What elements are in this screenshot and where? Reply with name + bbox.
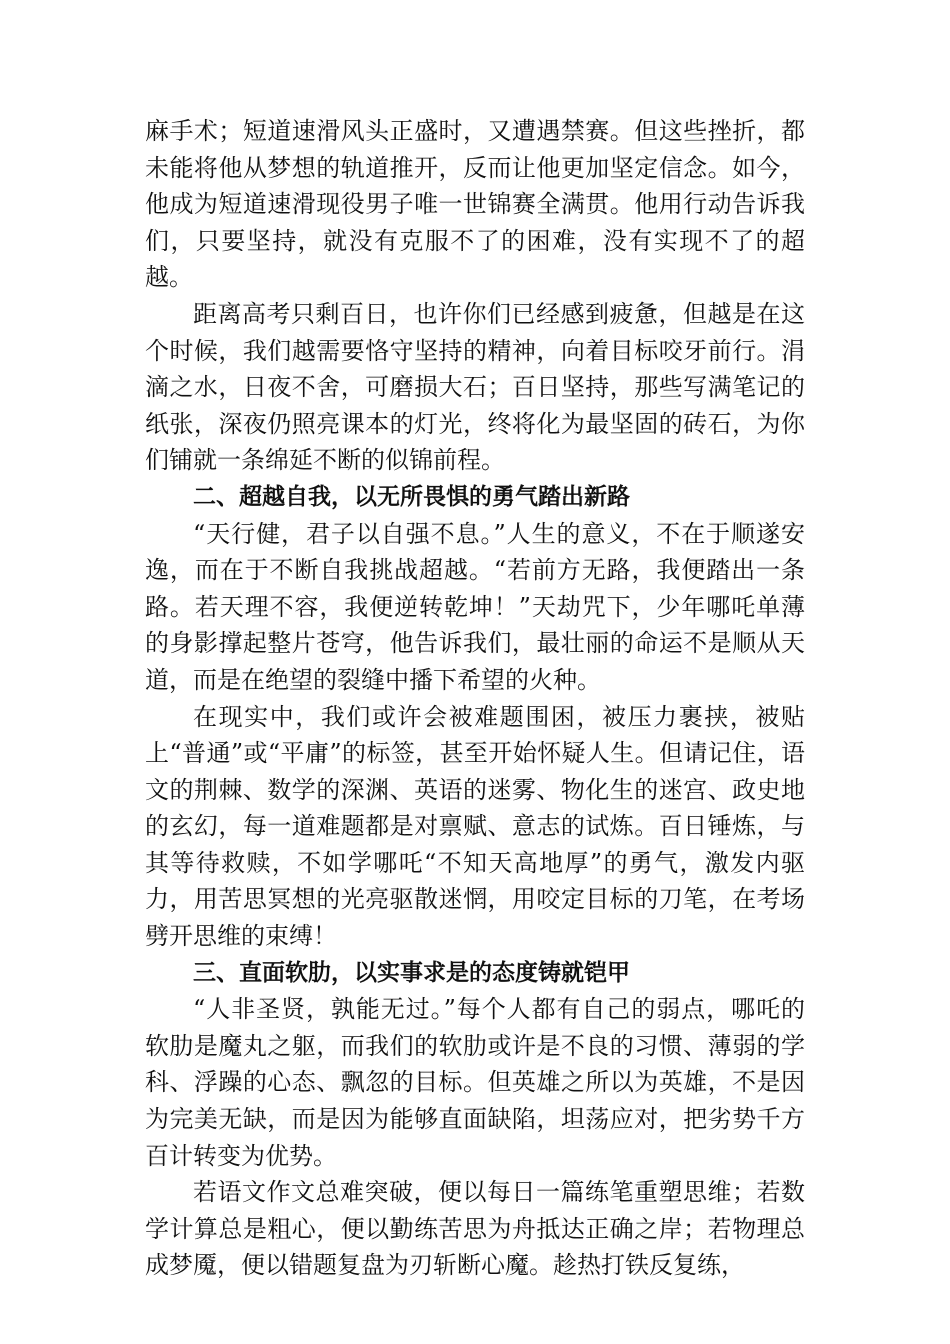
document-body bbox=[145, 113, 805, 1284]
paragraph-continuation: 麻手术；短道速滑风头正盛时，又遭遇禁赛。但这些挫折，都未能将他从梦想的轨道推开，反而让他更加坚定信念。如今，他成为短道速滑现役男子唯一世锦赛全满贯。他用行动告诉我们，只要坚持，就没有克服不了的困难，没有实现不了的超越。 bbox=[145, 117, 805, 292]
section-heading-2: 二、超越自我，以无所畏惧的勇气踏出新路 bbox=[193, 483, 630, 510]
paragraph-body: 在现实中，我们或许会被难题围困，被压力裹挟，被贴上“普通”或“平庸”的标签，甚至开始怀疑人生。但请记住，语文的荆棘、数学的深渊、英语的迷雾、物化生的迷宫、政史地的玄幻，每一道难题都是对禀赋、意志的试炼。百日锤炼，与其等待救赎，不如学哪吒“不知天高地厚”的勇气，激发内驱力，用苦思冥想的光亮驱散迷惘，用咬定目标的刀笔，在考场劈开思维的束缚！ bbox=[145, 702, 805, 951]
paragraph-body: 距离高考只剩百日，也许你们已经感到疲惫，但越是在这个时候，我们越需要恪守坚持的精神，向着目标咬牙前行。涓滴之水，日夜不舍，可磨损大石；百日坚持，那些写满笔记的纸张，深夜仍照亮课本的灯光，终将化为最坚固的砖石，为你们铺就一条绵延不断的似锦前程。 bbox=[145, 299, 805, 475]
paragraph-body: “人非圣贤，孰能无过。”每个人都有自己的弱点，哪吒的软肋是魔丸之躯，而我们的软肋或许是不良的习惯、薄弱的学科、浮躁的心态、飘忽的目标。但英雄之所以为英雄，不是因为完美无缺，而是因为能够直面缺陷，坦荡应对，把劣势千方百计转变为优势。 bbox=[145, 995, 805, 1170]
section-heading-3: 三、直面软肋，以实事求是的态度铸就铠甲 bbox=[193, 959, 630, 986]
paragraph-body: “天行健，君子以自强不息。”人生的意义，不在于顺遂安逸，而在于不断自我挑战超越。“若前方无路，我便踏出一条路。若天理不容，我便逆转乾坤！”天劫咒下，少年哪吒单薄的身影撑起整片苍穹，他告诉我们，最壮丽的命运不是顺从天道，而是在绝望的裂缝中播下希望的火种。 bbox=[145, 519, 805, 694]
paragraph-body: 若语文作文总难突破，便以每日一篇练笔重塑思维；若数学计算总是粗心，便以勤练苦思为舟抵达正确之岸；若物理总成梦魇，便以错题复盘为刃斩断心魔。趁热打铁反复练， bbox=[145, 1178, 805, 1280]
